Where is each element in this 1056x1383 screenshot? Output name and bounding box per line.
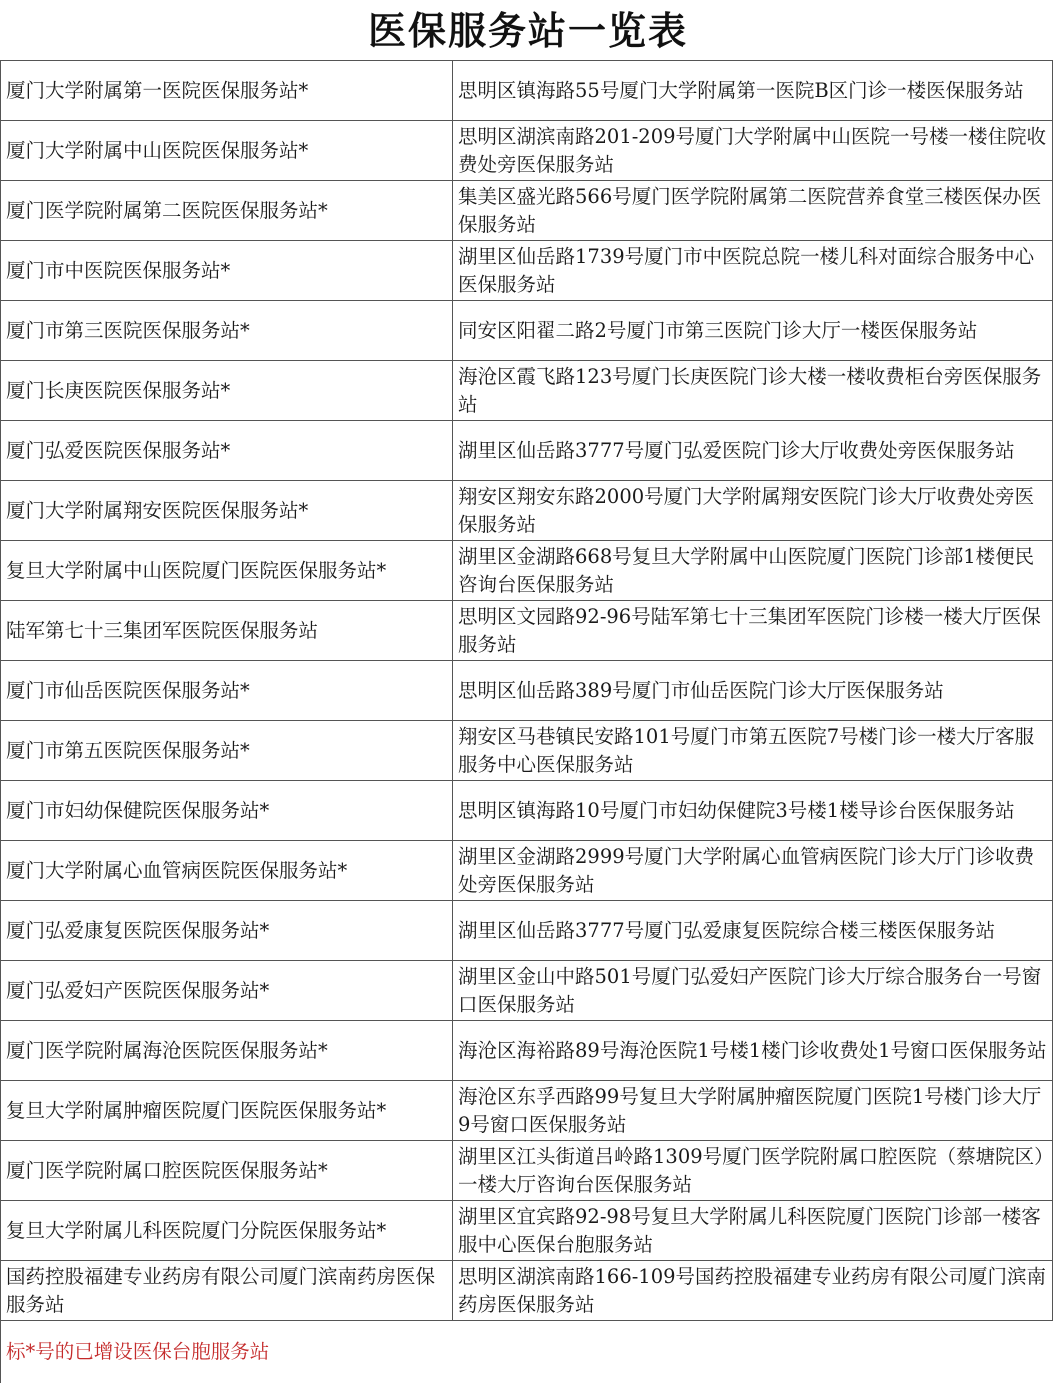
station-name: 陆军第七十三集团军医院医保服务站 (1, 601, 453, 661)
station-address: 海沧区海裕路89号海沧医院1号楼1楼门诊收费处1号窗口医保服务站 (453, 1021, 1053, 1081)
station-name: 厦门市仙岳医院医保服务站* (1, 661, 453, 721)
station-address: 湖里区仙岳路1739号厦门市中医院总院一楼儿科对面综合服务中心医保服务站 (453, 241, 1053, 301)
station-name: 厦门医学院附属口腔医院医保服务站* (1, 1141, 453, 1201)
table-row (1, 541, 1053, 601)
station-address: 海沧区东孚西路99号复旦大学附属肿瘤医院厦门医院1号楼门诊大厅9号窗口医保服务站 (453, 1081, 1053, 1141)
station-name: 复旦大学附属儿科医院厦门分院医保服务站* (1, 1201, 453, 1261)
station-address: 翔安区翔安东路2000号厦门大学附属翔安医院门诊大厅收费处旁医保服务站 (453, 481, 1053, 541)
station-name: 厦门医学院附属海沧医院医保服务站* (1, 1021, 453, 1081)
station-address: 思明区湖滨南路201-209号厦门大学附属中山医院一号楼一楼住院收费处旁医保服务站 (453, 121, 1053, 181)
table-row (1, 781, 1053, 841)
table-row (1, 1081, 1053, 1141)
station-name: 厦门大学附属心血管病医院医保服务站* (1, 841, 453, 901)
station-address: 同安区阳翟二路2号厦门市第三医院门诊大厅一楼医保服务站 (453, 301, 1053, 361)
station-address: 湖里区仙岳路3777号厦门弘爱康复医院综合楼三楼医保服务站 (453, 901, 1053, 961)
table-row (1, 601, 1053, 661)
table-row (1, 61, 1053, 121)
station-address: 湖里区金山中路501号厦门弘爱妇产医院门诊大厅综合服务台一号窗口医保服务站 (453, 961, 1053, 1021)
station-address: 思明区文园路92-96号陆军第七十三集团军医院门诊楼一楼大厅医保服务站 (453, 601, 1053, 661)
table-row (1, 841, 1053, 901)
stations-table (0, 60, 1053, 1383)
table-row (1, 301, 1053, 361)
table-row (1, 181, 1053, 241)
station-address: 集美区盛光路566号厦门医学院附属第二医院营养食堂三楼医保办医保服务站 (453, 181, 1053, 241)
table-row (1, 121, 1053, 181)
station-name: 厦门弘爱康复医院医保服务站* (1, 901, 453, 961)
table-row (1, 661, 1053, 721)
station-name: 厦门市妇幼保健院医保服务站* (1, 781, 453, 841)
footnote: 标*号的已增设医保台胞服务站 (1, 1321, 1053, 1383)
station-address: 湖里区宜宾路92-98号复旦大学附属儿科医院厦门医院门诊部一楼客服中心医保台胞服务站 (453, 1201, 1053, 1261)
station-name: 复旦大学附属肿瘤医院厦门医院医保服务站* (1, 1081, 453, 1141)
table-row (1, 241, 1053, 301)
station-name: 厦门市第三医院医保服务站* (1, 301, 453, 361)
station-address: 湖里区江头街道吕岭路1309号厦门医学院附属口腔医院（蔡塘院区）一楼大厅咨询台医保服务站 (453, 1141, 1053, 1201)
station-address: 湖里区金湖路2999号厦门大学附属心血管病医院门诊大厅门诊收费处旁医保服务站 (453, 841, 1053, 901)
station-name: 厦门长庚医院医保服务站* (1, 361, 453, 421)
table-row (1, 1141, 1053, 1201)
station-address: 翔安区马巷镇民安路101号厦门市第五医院7号楼门诊一楼大厅客服服务中心医保服务站 (453, 721, 1053, 781)
station-address: 海沧区霞飞路123号厦门长庚医院门诊大楼一楼收费柜台旁医保服务站 (453, 361, 1053, 421)
note-row (1, 1321, 1053, 1383)
table-row (1, 361, 1053, 421)
station-name: 复旦大学附属中山医院厦门医院医保服务站* (1, 541, 453, 601)
station-address: 思明区湖滨南路166-109号国药控股福建专业药房有限公司厦门滨南药房医保服务站 (453, 1261, 1053, 1321)
station-name: 厦门大学附属中山医院医保服务站* (1, 121, 453, 181)
table-row (1, 901, 1053, 961)
page-title: 医保服务站一览表 (367, 8, 688, 53)
station-name: 厦门弘爱妇产医院医保服务站* (1, 961, 453, 1021)
table-row (1, 1261, 1053, 1321)
table-row (1, 961, 1053, 1021)
table-row (1, 481, 1053, 541)
station-address: 思明区镇海路10号厦门市妇幼保健院3号楼1楼导诊台医保服务站 (453, 781, 1053, 841)
station-address: 湖里区金湖路668号复旦大学附属中山医院厦门医院门诊部1楼便民咨询台医保服务站 (453, 541, 1053, 601)
table-row (1, 1201, 1053, 1261)
stations-table-body (1, 61, 1053, 1383)
station-address: 思明区仙岳路389号厦门市仙岳医院门诊大厅医保服务站 (453, 661, 1053, 721)
station-name: 厦门大学附属第一医院医保服务站* (1, 61, 453, 121)
station-name: 厦门市第五医院医保服务站* (1, 721, 453, 781)
station-name: 国药控股福建专业药房有限公司厦门滨南药房医保服务站 (1, 1261, 453, 1321)
station-name: 厦门弘爱医院医保服务站* (1, 421, 453, 481)
station-name: 厦门医学院附属第二医院医保服务站* (1, 181, 453, 241)
table-row (1, 421, 1053, 481)
station-address: 湖里区仙岳路3777号厦门弘爱医院门诊大厅收费处旁医保服务站 (453, 421, 1053, 481)
table-row (1, 1021, 1053, 1081)
station-name: 厦门大学附属翔安医院医保服务站* (1, 481, 453, 541)
station-address: 思明区镇海路55号厦门大学附属第一医院B区门诊一楼医保服务站 (453, 61, 1053, 121)
station-name: 厦门市中医院医保服务站* (1, 241, 453, 301)
table-row (1, 721, 1053, 781)
